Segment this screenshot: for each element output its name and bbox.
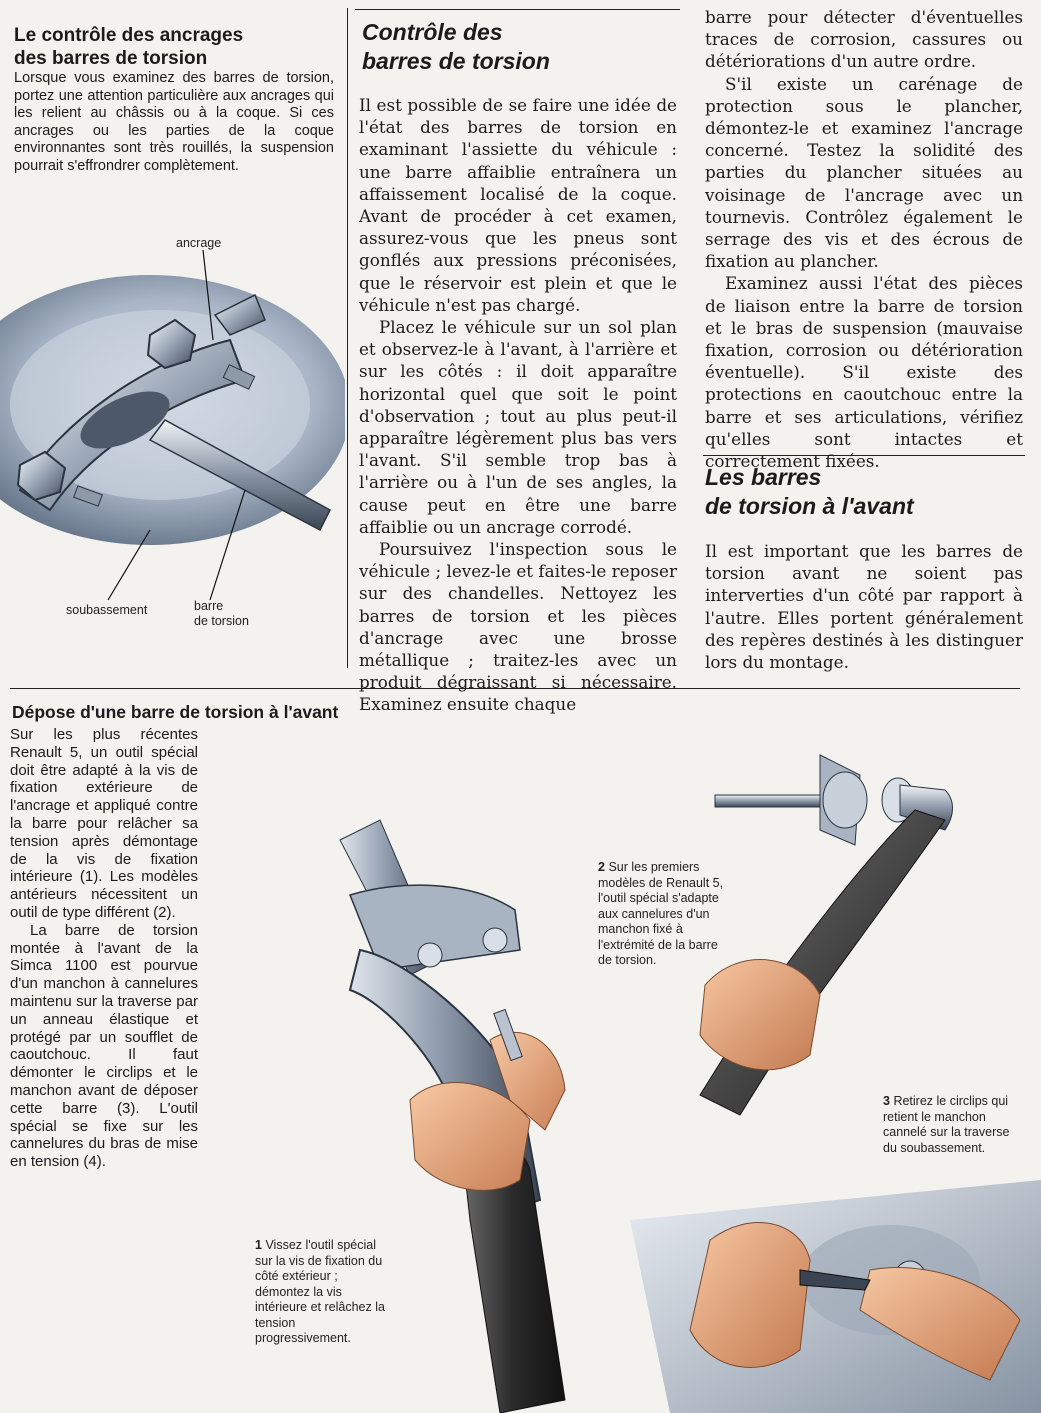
section-paragraph-2: La barre de torsion montée à l'avant de la Simca 1100 est pourvue d'un manchon à cannelures maintenu sur la traverse par un anneau élastique et protégé par un soufflet de caoutchouc. Il faut démonter le circlips et le manchon avant de déposer cette barre (3). L'outil spécial se fixe sur les cannelures du bras de mise en tension (4). <box>10 921 198 1171</box>
column-rule-1 <box>347 8 348 668</box>
caption-1-number: 1 <box>255 1238 262 1252</box>
caption-3-text: Retirez le circlips qui retient le manchon cannelé sur la traverse du soubassement. <box>883 1094 1010 1155</box>
splined-sleeve-shape <box>823 772 867 828</box>
sidebar-box-title-line2: des barres de torsion <box>14 48 208 69</box>
splined-tool-handle-shape <box>700 810 945 1115</box>
article2-body <box>705 540 1023 673</box>
article1-title-line2: barres de torsion <box>362 48 550 74</box>
article1-continuation <box>705 6 1023 472</box>
section-body <box>10 726 198 1171</box>
caption-1-text: Vissez l'outil spécial sur la vis de fixation du côté extérieur ; démontez la vis intérieure et relâchez la tension progressivement. <box>255 1238 385 1345</box>
label-soubassement: soubassement <box>66 603 148 617</box>
label-barre-line2: de torsion <box>194 614 249 628</box>
caption-2-number: 2 <box>598 860 605 874</box>
anchor-illustration <box>0 240 345 650</box>
section-title: Dépose d'une barre de torsion à l'avant <box>12 702 339 722</box>
article1-title-line1: Contrôle des <box>362 19 503 45</box>
article1-body <box>359 94 677 716</box>
sidebar-box-title <box>14 24 344 70</box>
caption-2 <box>598 860 728 969</box>
article2-paragraph-1: Il est important que les barres de torsion avant ne soient pas interverties d'un côté par rapport à l'autre. Elles portent généralement des repères destinés à les distinguer lors du montage. <box>705 541 1023 673</box>
label-ancrage: ancrage <box>176 236 222 250</box>
article2-title <box>705 463 1025 521</box>
label-barre-de-torsion <box>194 599 249 629</box>
article2-title-line2: de torsion à l'avant <box>705 493 914 519</box>
sidebar-box-body: Lorsque vous examinez des barres de torsion, portez une attention particulière aux ancrages qui les relient au châssis ou à la coque. Si ces ancrages ou les parties de la coque environnantes sont très rouillés, la suspension pourrait s'effrondrer complètement. <box>14 70 334 174</box>
article1-paragraph-5: Examinez aussi l'état des pièces de liaison entre la barre de torsion et le bras de suspension (mauvaise fixation, corrosion ou détérioration éventuelle). S'il existe des protections en caoutchouc entre la barre et ses articulations, vérifiez qu'elles sont intactes et correctement fixées. <box>705 273 1023 472</box>
article1-paragraph-3-cont: barre pour détecter d'éventuelles traces de corrosion, cassures ou détériorations d'un autre ordre. <box>705 7 1023 72</box>
caption-1 <box>255 1238 390 1347</box>
sidebar-box-title-line1: Le contrôle des ancrages <box>14 25 244 46</box>
caption-2-text: Sur les premiers modèles de Renault 5, l'outil spécial s'adapte aux cannelures d'un manchon fixé à l'extrémité de la barre de torsion. <box>598 860 724 967</box>
article1-paragraph-3: Poursuivez l'inspection sous le véhicule ; levez-le et faites-le reposer sur des chandelles. Nettoyez les barres de torsion et les pièces d'ancrage avec une brosse métallique ; traitez-les avec un produit dégraissant si nécessaire. Examinez ensuite chaque <box>359 539 677 715</box>
label-barre-line1: barre <box>194 599 224 613</box>
article1-paragraph-1: Il est possible de se faire une idée de l'état des barres de torsion en examinant l'assiette du véhicule : une barre affaiblie entraînera un affaissement localisé de la coque. Avant de procéder à cet examen, assurez-vous que les pneus sont gonflés aux pressions préconisées, que le réservoir est plein et que le véhicule n'est pas chargé. <box>359 95 677 315</box>
article1-title <box>362 18 682 76</box>
article1-paragraph-2: Placez le véhicule sur un sol plan et observez-le à l'avant, à l'arrière et sur les côtés : il doit apparaître horizontal quel que soit le point d'observation ; tout au plus peut-il apparaître légèrement plus bas vers l'avant. S'il semble trop bas à l'arrière ou à l'un de ses angles, la cause peut en être une barre affaiblie ou un ancrage corrodé. <box>359 317 677 537</box>
article2-title-line1: Les barres <box>705 464 822 490</box>
column-title-rule <box>355 9 680 10</box>
caption-3-number: 3 <box>883 1094 890 1108</box>
hand-shape-2 <box>700 960 820 1070</box>
caption-3 <box>883 1094 1023 1156</box>
illustration-circlips <box>630 1180 1041 1413</box>
section-paragraph-1: Sur les plus récentes Renault 5, un outil spécial doit être adapté à la vis de fixation extérieure de l'ancrage et appliqué contre la barre pour relâcher sa tension après démontage de la vis de fixation intérieure (1). Les modèles antérieurs nécessitent un outil de type différent (2). <box>10 726 198 921</box>
article1-paragraph-4: S'il existe un carénage de protection sous le plancher, démontez-le et examinez l'ancrage concerné. Testez la solidité des parties du plancher situées au voisinage de l'ancrage avec un tournevis. Contrôlez également le serrage des vis et des écrous de fixation au plancher. <box>705 73 1023 272</box>
